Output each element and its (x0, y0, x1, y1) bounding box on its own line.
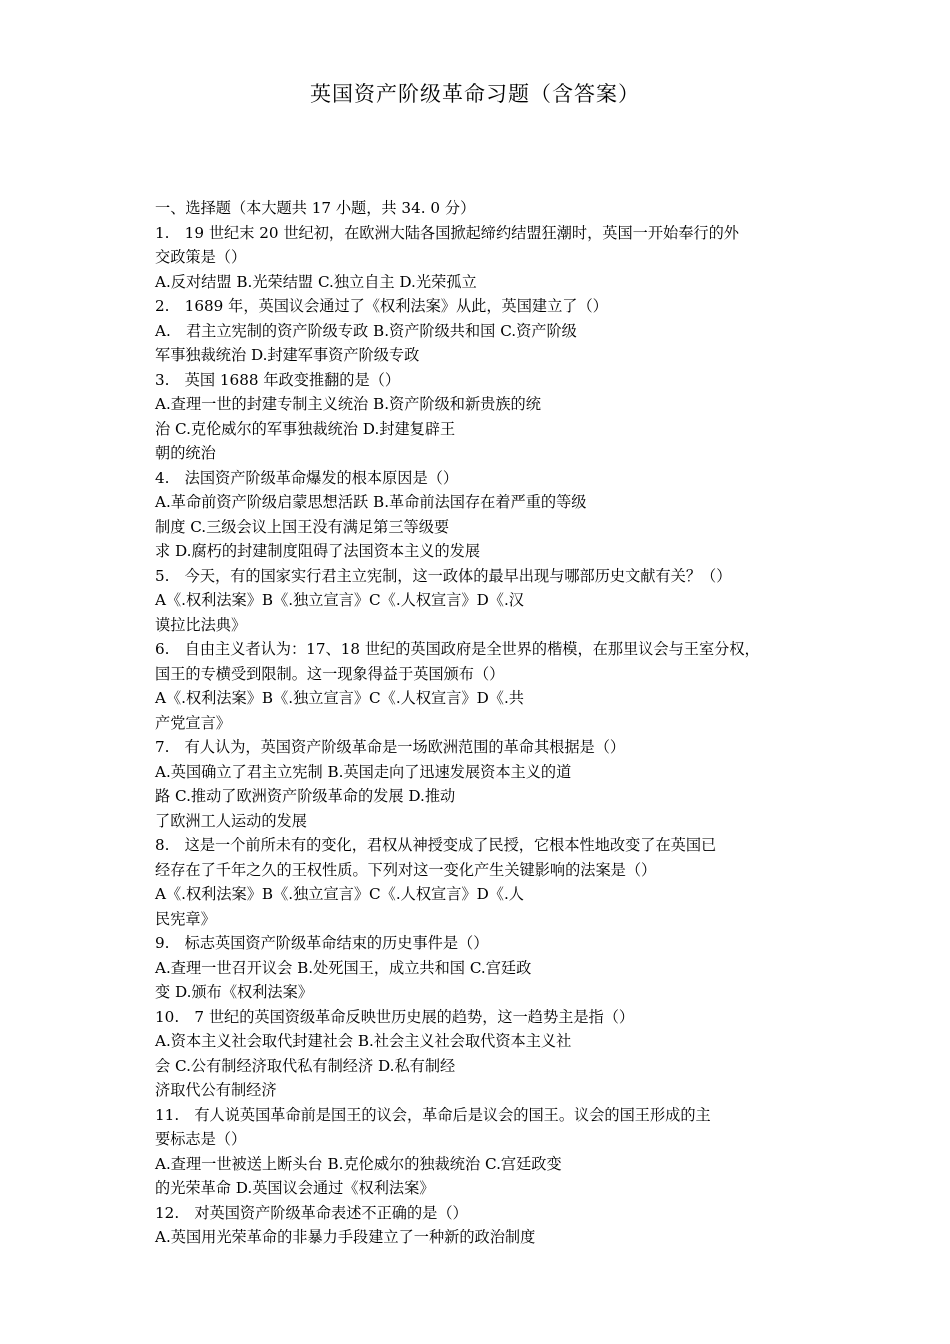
question-10-text: 10. 7 世纪的英国资级革命反映世历史展的趋势，这一趋势主是指（） (155, 1007, 635, 1026)
question-7-options-cont: 了欧洲工人运动的发展 (155, 811, 307, 830)
question-5-text: 5. 今天，有的国家实行君主立宪制，这一政体的最早出现与哪部历史文献有关？（） (155, 566, 732, 585)
question-2-options-cont: 军事独裁统治 D.封建军事资产阶级专政 (155, 346, 420, 364)
question-5-options: A《.权利法案》B《.独立宣言》C《.人权宣言》D《.汉 (155, 591, 524, 609)
question-9-text: 9. 标志英国资产阶级革命结束的历史事件是（） (155, 934, 489, 952)
question-11-options: A.查理一世被送上断头台 B.克伦威尔的独裁统治 C.宫廷政变 (155, 1154, 562, 1173)
question-3-options-cont: 朝的统治 (155, 444, 216, 462)
question-8-options: A《.权利法案》B《.独立宣言》C《.人权宣言》D《.人 (155, 885, 524, 903)
question-4-text: 4. 法国资产阶级革命爆发的根本原因是（） (155, 468, 459, 487)
question-8-options-cont: 民宪章》 (155, 909, 216, 928)
question-1-text-cont: 交政策是（） (155, 248, 247, 266)
question-10-options-cont: 济取代公有制经济 (155, 1081, 277, 1099)
question-11-options-cont: 的光荣革命 D.英国议会通过《权利法案》 (155, 1179, 435, 1197)
question-2-text: 2. 1689 年，英国议会通过了《权利法案》从此，英国建立了（） (155, 297, 608, 315)
question-2-options: A. 君主立宪制的资产阶级专政 B.资产阶级共和国 C.资产阶级 (155, 321, 577, 340)
question-12-options: A.英国用光荣革命的非暴力手段建立了一种新的政治制度 (155, 1228, 536, 1246)
question-9-options-cont: 变 D.颁布《权利法案》 (155, 983, 313, 1001)
question-12-text: 12. 对英国资产阶级革命表述不正确的是（） (155, 1203, 468, 1222)
question-3-options-cont: 治 C.克伦威尔的军事独裁统治 D.封建复辟王 (155, 419, 456, 438)
document-body (155, 196, 835, 1250)
question-4-options-cont: 制度 C.三级会议上国王没有满足第三等级要 (155, 517, 450, 536)
question-6-text-cont: 国王的专横受到限制。这一现象得益于英国颁布（） (155, 664, 505, 683)
question-7-text: 7. 有人认为，英国资产阶级革命是一场欧洲范围的革命其根据是（） (155, 738, 626, 756)
question-1-text: 1. 19 世纪末 20 世纪初，在欧洲大陆各国掀起缔约结盟狂潮时，英国一开始奉行的外 (155, 223, 739, 242)
question-6-text: 6. 自由主义者认为：17、18 世纪的英国政府是全世界的楷模，在那里议会与王室分权， (155, 640, 760, 658)
document-title: 英国资产阶级革命习题（含答案） (310, 82, 640, 106)
question-10-options-cont: 会 C.公有制经济取代私有制经济 D.私有制经 (155, 1056, 456, 1075)
question-8-text-cont: 经存在了千年之久的王权性质。下列对这一变化产生关键影响的法案是（） (155, 860, 657, 879)
question-7-options-cont: 路 C.推动了欧洲资产阶级革命的发展 D.推动 (155, 787, 456, 805)
question-7-options: A.英国确立了君主立宪制 B.英国走向了迅速发展资本主义的道 (155, 762, 572, 781)
question-5-options-cont: 谟拉比法典》 (155, 615, 247, 634)
question-9-options: A.查理一世召开议会 B.处死国王，成立共和国 C.宫廷政 (155, 958, 532, 977)
question-11-text-cont: 要标志是（） (155, 1130, 247, 1148)
section-heading: 一、选择题（本大题共 17 小题，共 34. 0 分） (155, 199, 476, 217)
question-3-text: 3. 英国 1688 年政变推翻的是（） (155, 370, 401, 389)
question-6-options-cont: 产党宣言》 (155, 713, 231, 732)
question-8-text: 8. 这是一个前所未有的变化，君权从神授变成了民授，它根本性地改变了在英国已 (155, 836, 717, 854)
question-6-options: A《.权利法案》B《.独立宣言》C《.人权宣言》D《.共 (155, 689, 524, 707)
question-10-options: A.资本主义社会取代封建社会 B.社会主义社会取代资本主义社 (155, 1032, 572, 1050)
question-3-options: A.查理一世的封建专制主义统治 B.资产阶级和新贵族的统 (155, 395, 541, 413)
question-4-options-cont: 求 D.腐朽的封建制度阻碍了法国资本主义的发展 (155, 542, 481, 560)
question-4-options: A.革命前资产阶级启蒙思想活跃 B.革命前法国存在着严重的等级 (155, 493, 587, 511)
question-11-text: 11. 有人说英国革命前是国王的议会，革命后是议会的国王。议会的国王形成的主 (155, 1105, 711, 1124)
question-1-options: A.反对结盟 B.光荣结盟 C.独立自主 D.光荣孤立 (155, 272, 477, 291)
